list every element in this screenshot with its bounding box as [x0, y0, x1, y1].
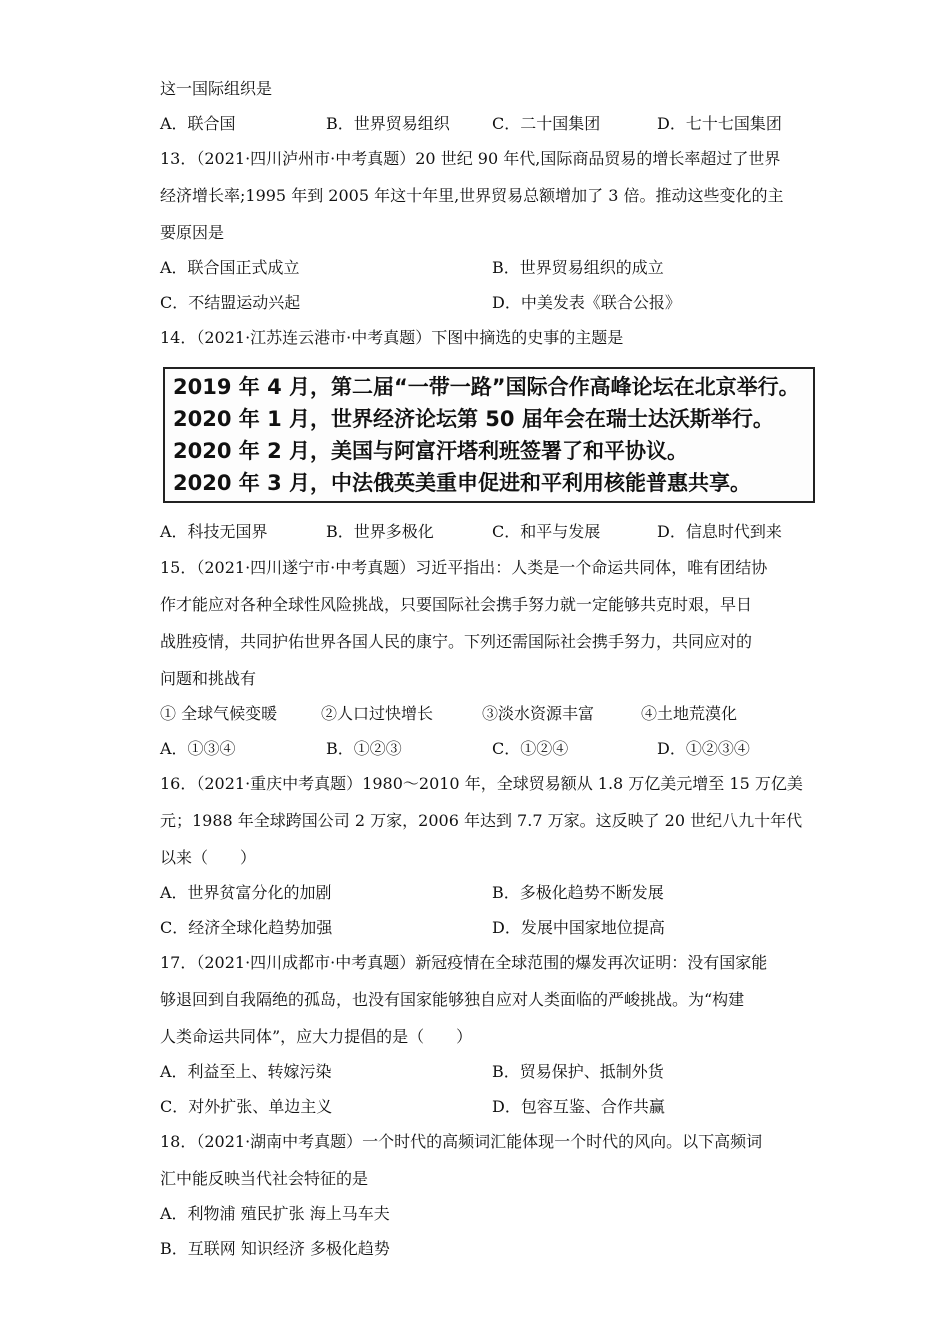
option-d: D．信息时代到来: [657, 522, 782, 541]
option-c: C．不结盟运动兴起: [160, 293, 301, 312]
item-3: ③淡水资源丰富: [482, 704, 595, 723]
option-c: C．经济全球化趋势加强: [160, 918, 333, 937]
question-17-options-row: [160, 1061, 800, 1083]
option-b: B．世界多极化: [326, 522, 434, 541]
option-b: B．世界贸易组织的成立: [492, 258, 664, 277]
question-13-options-row: [160, 257, 800, 279]
question-17-stem-line: 够退回到自我隔绝的孤岛，也没有国家能够独自应对人类面临的严峻挑战。为“构建: [160, 990, 745, 1009]
question-16-options-row: [160, 882, 800, 904]
question-17-options-row: [160, 1096, 800, 1118]
item-1: ① 全球气候变暖: [160, 704, 278, 723]
question-14-options: [160, 521, 800, 543]
option-a: A．世界贫富分化的加剧: [160, 883, 332, 902]
option-b: B．多极化趋势不断发展: [492, 883, 664, 902]
question-16-stem-line: 以来（ ）: [160, 848, 257, 867]
option-a: A．①③④: [160, 739, 236, 758]
question-14-stem: 14．（2021·江苏连云港市·中考真题）下图中摘选的史事的主题是: [160, 328, 624, 347]
figure-line: 2020 年 1 月，世界经济论坛第 50 届年会在瑞士达沃斯举行。: [173, 407, 774, 431]
option-d: D．中美发表《联合公报》: [492, 293, 681, 312]
option-c: C．①②④: [492, 739, 569, 758]
question-15-stem-line: 15．（2021·四川遂宁市·中考真题）习近平指出：人类是一个命运共同体，唯有团结协: [160, 558, 768, 577]
question-14-figure: [163, 367, 815, 503]
figure-line: 2019 年 4 月，第二届“一带一路”国际合作高峰论坛在北京举行。: [173, 375, 800, 399]
figure-line: 2020 年 3 月，中法俄英美重申促进和平利用核能普惠共享。: [173, 471, 751, 495]
option-b: B．贸易保护、抵制外货: [492, 1062, 664, 1081]
option-d: D．发展中国家地位提高: [492, 918, 665, 937]
question-18-stem-line: 18．（2021·湖南中考真题）一个时代的高频词汇能体现一个时代的风向。以下高频词: [160, 1132, 763, 1151]
option-a: A．联合国: [160, 114, 236, 133]
option-d: D．包容互鉴、合作共赢: [492, 1097, 665, 1116]
item-4: ④土地荒漠化: [641, 704, 738, 723]
question-13-stem-line: 13．（2021·四川泸州市·中考真题）20 世纪 90 年代,国际商品贸易的增长率超过了世界: [160, 149, 781, 168]
option-a: A．利物浦 殖民扩张 海上马车夫: [160, 1204, 390, 1223]
question-15-options: [160, 738, 800, 760]
option-c: C．二十国集团: [492, 114, 601, 133]
question-15-items: [160, 703, 800, 725]
figure-line: 2020 年 2 月，美国与阿富汗塔利班签署了和平协议。: [173, 439, 688, 463]
question-12-stem-end: 这一国际组织是: [160, 79, 273, 98]
option-b: B．互联网 知识经济 多极化趋势: [160, 1239, 390, 1258]
question-18-stem-line: 汇中能反映当代社会特征的是: [160, 1169, 369, 1188]
question-13-options-row: [160, 292, 800, 314]
item-2: ②人口过快增长: [321, 704, 434, 723]
question-16-options-row: [160, 917, 800, 939]
option-a: A．利益至上、转嫁污染: [160, 1062, 332, 1081]
option-a: A．联合国正式成立: [160, 258, 300, 277]
question-15-stem-line: 问题和挑战有: [160, 669, 257, 688]
question-15-stem-line: 作才能应对各种全球性风险挑战，只要国际社会携手努力就一定能够共克时艰，早日: [160, 595, 753, 614]
question-13-stem-line: 要原因是: [160, 223, 225, 242]
question-17-stem-line: 17．（2021·四川成都市·中考真题）新冠疫情在全球范围的爆发再次证明：没有国家能: [160, 953, 768, 972]
option-d: D．①②③④: [657, 739, 750, 758]
option-a: A．科技无国界: [160, 522, 268, 541]
question-15-stem-line: 战胜疫情，共同护佑世界各国人民的康宁。下列还需国际社会携手努力，共同应对的: [160, 632, 753, 651]
option-b: B．世界贸易组织: [326, 114, 450, 133]
option-c: C．和平与发展: [492, 522, 601, 541]
option-d: D．七十七国集团: [657, 114, 782, 133]
question-16-stem-line: 16．（2021·重庆中考真题）1980～2010 年，全球贸易额从 1.8 万亿美元增至 15 万亿美: [160, 774, 803, 793]
question-17-stem-line: 人类命运共同体”，应大力提倡的是（ ）: [160, 1027, 473, 1046]
option-b: B．①②③: [326, 739, 402, 758]
question-13-stem-line: 经济增长率;1995 年到 2005 年这十年里,世界贸易总额增加了 3 倍。推动这些变化的主: [160, 186, 784, 205]
question-12-options: [160, 113, 800, 135]
question-16-stem-line: 元；1988 年全球跨国公司 2 万家，2006 年达到 7.7 万家。这反映了 20 世纪八九十年代: [160, 811, 803, 830]
option-c: C．对外扩张、单边主义: [160, 1097, 333, 1116]
